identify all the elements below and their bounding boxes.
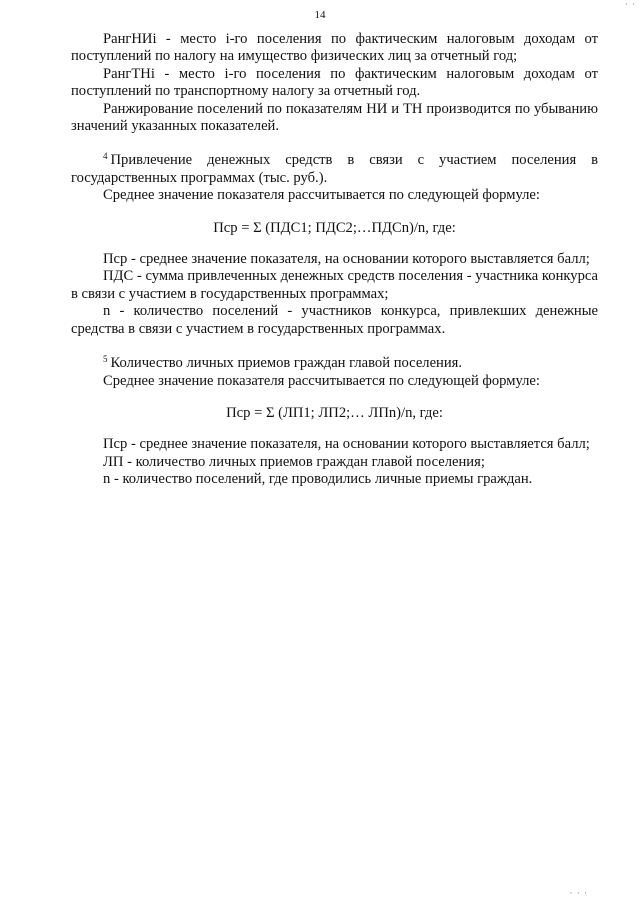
- section-5-def-n: n - количество поселений, где проводились личные приемы граждан.: [103, 471, 533, 488]
- section-5-intro: Среднее значение показателя рассчитывается по следующей формуле:: [103, 372, 540, 389]
- scan-mark-top: · ·: [624, 0, 636, 9]
- section-4-title-text: Привлечение денежных средств в связи с участием поселения в государственных программах (тыс. руб.).: [71, 152, 598, 186]
- ranking-note: Ранжирование поселений по показателям НИ и ТН производится по убыванию значений указанных показателей.: [71, 100, 598, 135]
- page-number: 14: [314, 9, 326, 21]
- section-4-formula: Пср = Σ (ПДС1; ПДС2;…ПДСn)/n, где:: [213, 219, 456, 236]
- section-5-title-text: Количество личных приемов граждан главой поселения.: [110, 355, 463, 372]
- section-4-def-n: n - количество поселений - участников конкурса, привлекших денежные средства в связи с участием в государственных программах.: [71, 303, 598, 337]
- document-body: [71, 31, 598, 489]
- rang-tn-definition: РангТНi - место i-го поселения по фактическим налоговым доходам от поступлений по транспортному налогу за отчетный год.: [71, 65, 598, 100]
- section-4-intro: Среднее значение показателя рассчитывается по следующей формуле:: [103, 187, 540, 204]
- footnote-mark-5: 5: [103, 354, 108, 365]
- section-5-def-lp: ЛП - количество личных приемов граждан главой поселения;: [103, 453, 485, 470]
- scan-mark-bottom: · · ·: [569, 887, 588, 898]
- section-4-title: [71, 152, 598, 187]
- section-5-title: [71, 355, 598, 372]
- footnote-mark-4: 4: [103, 151, 108, 162]
- section-5-def-pcr: Пср - среднее значение показателя, на основании которого выставляется балл;: [103, 436, 590, 453]
- section-4-def-pds: ПДС - сумма привлеченных денежных средств поселения - участника конкурса в связи с участием в государственных программах;: [71, 268, 598, 302]
- section-4-def-pcr: Пср - среднее значение показателя, на основании которого выставляется балл;: [103, 251, 590, 268]
- rang-ni-definition: РангНИi - место i-го поселения по фактическим налоговым доходам от поступлений по налогу на имущество физических лиц за отчетный год;: [71, 31, 598, 65]
- section-5-formula: Пср = Σ (ЛП1; ЛП2;… ЛПn)/n, где:: [226, 404, 443, 421]
